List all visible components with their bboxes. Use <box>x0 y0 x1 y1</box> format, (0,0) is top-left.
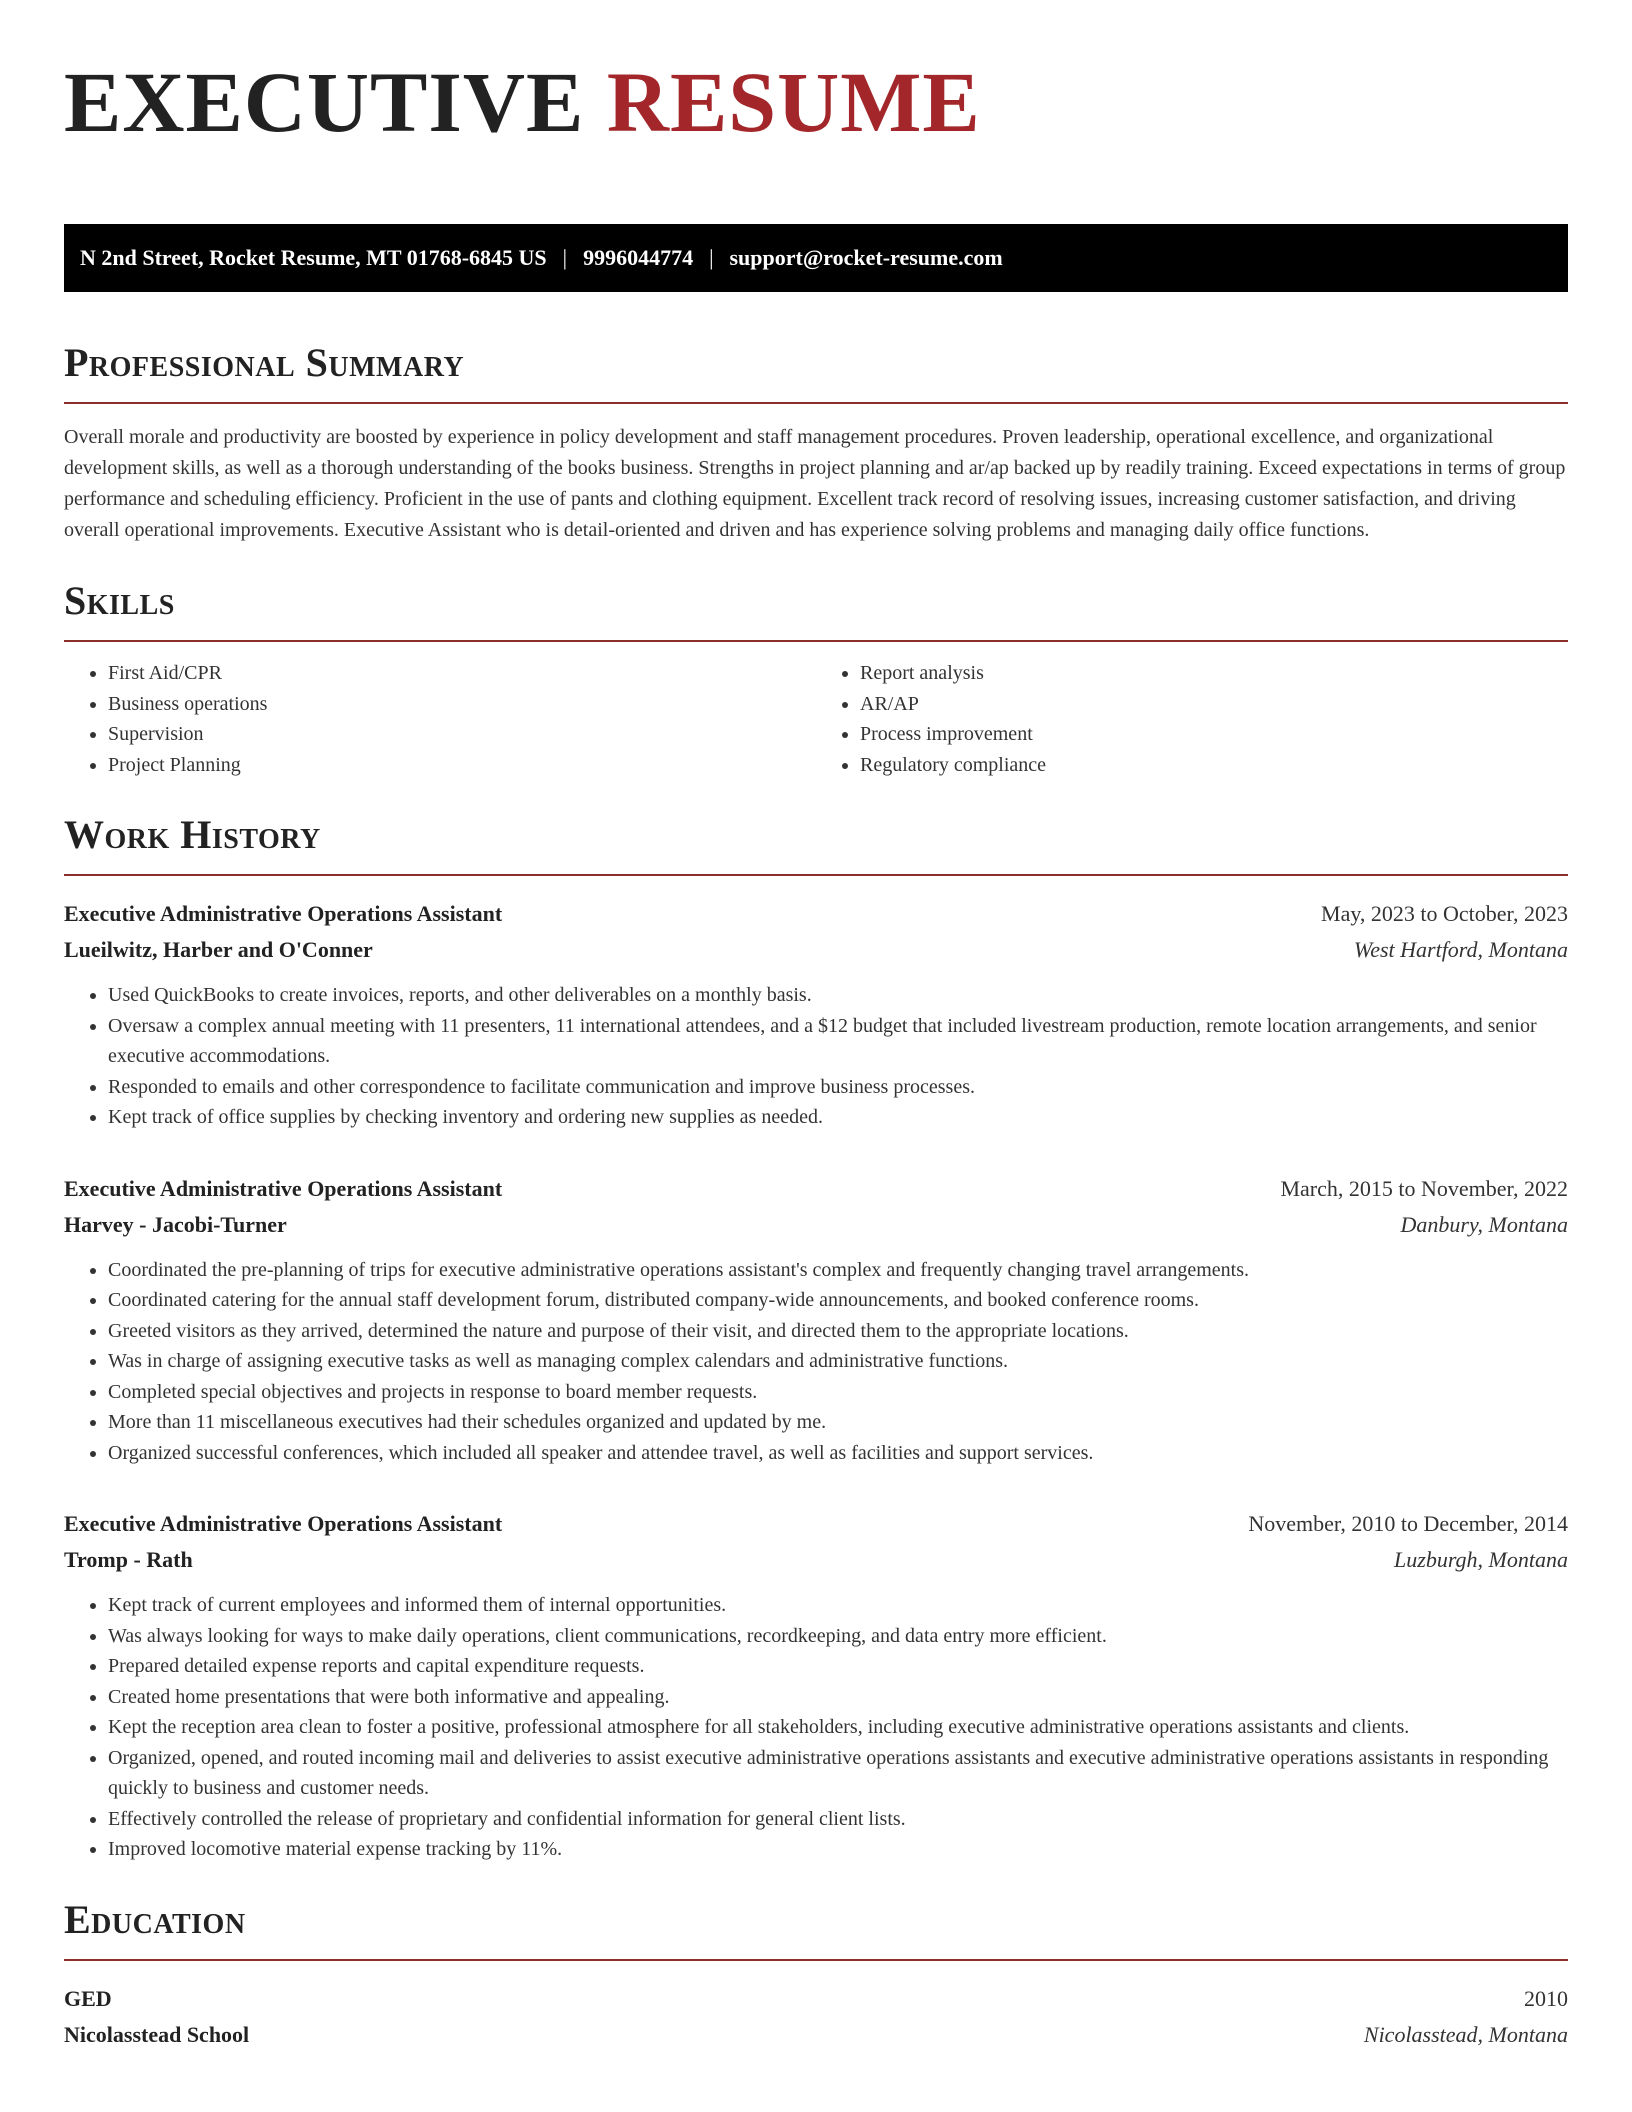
education-entry <box>64 1981 1568 2053</box>
job-bullet: • Improved locomotive material expense tracking by 11%. <box>108 1834 1568 1865</box>
education-year: 2010 <box>1524 1985 1568 2011</box>
title-part-2: RESUME <box>606 54 981 150</box>
job-company: Lueilwitz, Harber and O'Conner <box>64 937 373 962</box>
education-school: Nicolasstead School <box>64 2021 250 2047</box>
job-company: Harvey - Jacobi-Turner <box>64 1211 287 1237</box>
job-entry <box>64 1171 1568 1469</box>
job-location: West Hartford, Montana <box>1353 937 1568 962</box>
job-title: Executive Administrative Operations Assistant <box>64 1511 503 1536</box>
job-dates: May, 2023 to October, 2023 <box>1321 901 1568 926</box>
job-bullet: • Greeted visitors as they arrived, determined the nature and purpose of their visit, and directed them to the appropriate locations. <box>108 1316 1568 1347</box>
contact-bar <box>64 224 1568 292</box>
job-location: Danbury, Montana <box>1400 1211 1568 1237</box>
contact-phone: 9996044774 <box>583 245 694 270</box>
job-bullet: • Oversaw a complex annual meeting with 11 presenters, 11 international attendees, and a $12 budget that included livestream production, remote location arrangements, and senior executive accommodations. <box>108 1011 1568 1072</box>
skills-list <box>64 658 1568 780</box>
contact-address: N 2nd Street, Rocket Resume, MT 01768-6845 US <box>80 245 547 270</box>
job-bullet: • Was in charge of assigning executive tasks as well as managing complex calendars and administrative functions. <box>108 1346 1568 1377</box>
job-entry <box>64 896 1568 1133</box>
job-bullets <box>64 1255 1568 1469</box>
job-company: Tromp - Rath <box>64 1547 193 1572</box>
job-bullet: • Effectively controlled the release of proprietary and confidential information for general client lists. <box>108 1804 1568 1835</box>
job-bullet: • Completed special objectives and projects in response to board member requests. <box>108 1377 1568 1408</box>
job-bullet: • Kept track of office supplies by checking inventory and ordering new supplies as needed. <box>108 1102 1568 1133</box>
job-location: Luzburgh, Montana <box>1394 1547 1568 1572</box>
job-title: Executive Administrative Operations Assistant <box>64 901 503 926</box>
skill-item: • Project Planning <box>108 750 816 781</box>
skills-column-right <box>816 658 1568 780</box>
skill-item: • Regulatory compliance <box>860 750 1568 781</box>
education-heading: Education <box>64 1895 1568 1961</box>
skill-item: • Supervision <box>108 719 816 750</box>
contact-separator: | <box>709 245 714 270</box>
skill-item: • Report analysis <box>860 658 1568 689</box>
job-bullet: • Responded to emails and other correspondence to facilitate communication and improve business processes. <box>108 1072 1568 1103</box>
job-bullet: • Was always looking for ways to make daily operations, client communications, recordkeeping, and data entry more efficient. <box>108 1621 1568 1652</box>
education-location: Nicolasstead, Montana <box>1363 2021 1568 2047</box>
job-dates: November, 2010 to December, 2014 <box>1248 1511 1568 1536</box>
job-bullets <box>64 980 1568 1133</box>
job-title: Executive Administrative Operations Assistant <box>64 1175 503 1201</box>
job-entry <box>64 1506 1568 1865</box>
skills-column-left <box>64 658 816 780</box>
skills-heading: Skills <box>64 576 1568 642</box>
title-part-1: EXECUTIVE <box>64 54 585 150</box>
job-bullet: • Prepared detailed expense reports and capital expenditure requests. <box>108 1651 1568 1682</box>
job-bullet: • Coordinated the pre-planning of trips for executive administrative operations assistant's complex and frequently changing travel arrangements. <box>108 1255 1568 1286</box>
work-history-heading: Work History <box>64 810 1568 876</box>
skill-item: • AR/AP <box>860 689 1568 720</box>
job-bullet: • More than 11 miscellaneous executives had their schedules organized and updated by me. <box>108 1407 1568 1438</box>
contact-email: support@rocket-resume.com <box>729 245 1003 270</box>
job-bullet: • Used QuickBooks to create invoices, reports, and other deliverables on a monthly basis. <box>108 980 1568 1011</box>
summary-heading: Professional Summary <box>64 338 1568 404</box>
job-bullet: • Coordinated catering for the annual staff development forum, distributed company-wide announcements, and booked conference rooms. <box>108 1285 1568 1316</box>
job-dates: March, 2015 to November, 2022 <box>1280 1175 1568 1201</box>
skill-item: • Process improvement <box>860 719 1568 750</box>
job-bullet: • Kept the reception area clean to foster a positive, professional atmosphere for all stakeholders, including executive administrative operations assistants and clients. <box>108 1712 1568 1743</box>
job-bullet: • Kept track of current employees and informed them of internal opportunities. <box>108 1590 1568 1621</box>
job-bullet: • Organized, opened, and routed incoming mail and deliveries to assist executive administrative operations assistants and executive administrative operations assistants in responding quickly to business and customer needs. <box>108 1743 1568 1804</box>
skill-item: • Business operations <box>108 689 816 720</box>
summary-text: Overall morale and productivity are boosted by experience in policy development and staff management procedures. Proven leadership, operational excellence, and organizational development skills, as well as a thorough understanding of the books business. Strengths in project planning and ar/ap backed up by readily training. Exceed expectations in terms of group performance and scheduling efficiency. Proficient in the use of pants and clothing equipment. Excellent track record of resolving issues, increasing customer satisfaction, and driving overall operational improvements. Executive Assistant who is detail-oriented and driven and has experience solving problems and managing daily office functions. <box>64 426 1566 541</box>
job-bullet: • Created home presentations that were both informative and appealing. <box>108 1682 1568 1713</box>
job-bullet: • Organized successful conferences, which included all speaker and attendee travel, as well as facilities and support services. <box>108 1438 1568 1469</box>
skill-item: • First Aid/CPR <box>108 658 816 689</box>
contact-separator: | <box>562 245 568 270</box>
education-degree: GED <box>64 1985 112 2011</box>
document-title <box>64 52 1568 152</box>
job-bullets <box>64 1590 1568 1865</box>
